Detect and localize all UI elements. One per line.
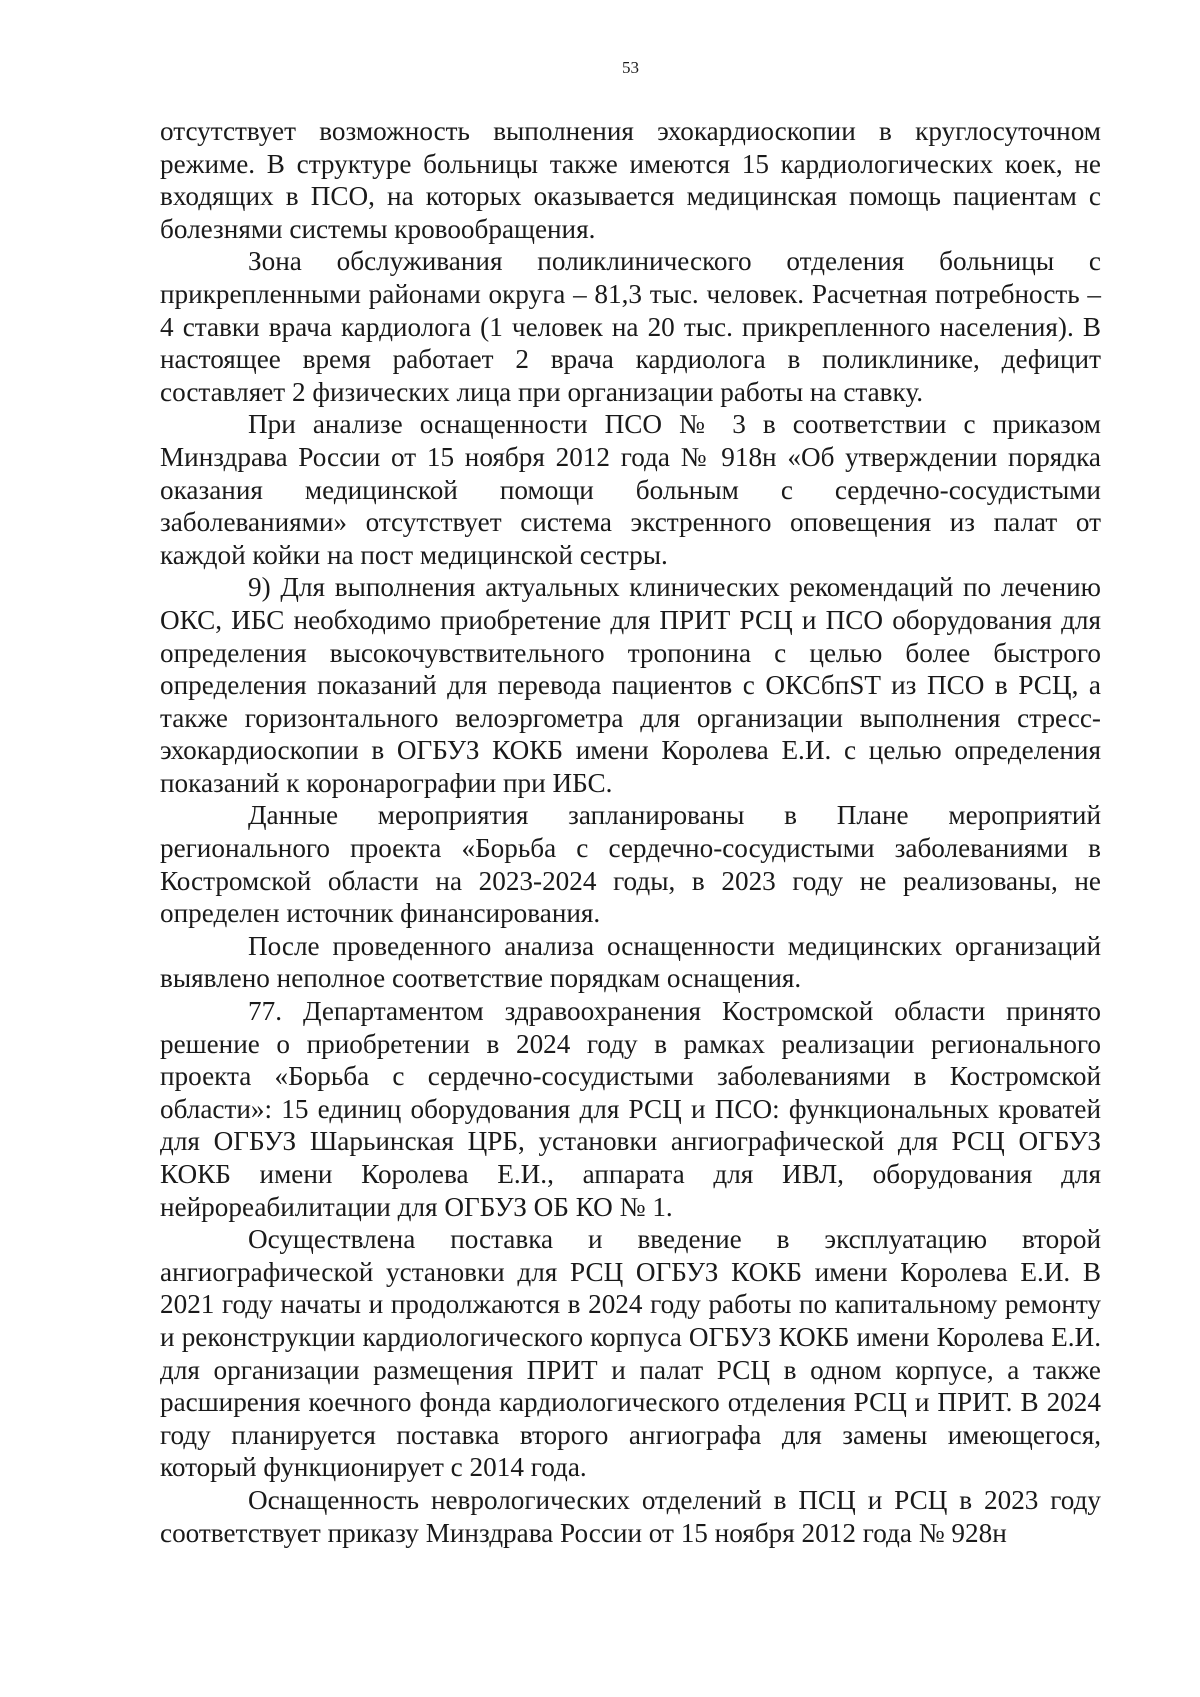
paragraph: Зона обслуживания поликлинического отделения больницы с прикрепленными районами округа – 81,3 тыс. человек. Расчетная потребность – 4 ставки врача кардиолога (1 человек на 20 тыс. прикрепленного населения). В настоящее время работает 2 врача кардиолога в поликлинике, дефицит составляет 2 физических лица при организации работы на ставку. <box>160 246 1101 407</box>
paragraph: Осуществлена поставка и введение в эксплуатацию второй ангиографической установки для РСЦ ОГБУЗ КОКБ имени Королева Е.И. В 2021 году начаты и продолжаются в 2024 году работы по капитальному ремонту и реконструкции кардиологического корпуса ОГБУЗ КОКБ имени Королева Е.И. для организации размещения ПРИТ и палат РСЦ в одном корпусе, а также расширения коечного фонда кардиологического отделения РСЦ и ПРИТ. В 2024 году планируется поставка второго ангиографа для замены имеющегося, который функционирует с 2014 года. <box>160 1224 1101 1483</box>
paragraph: 9) Для выполнения актуальных клинических рекомендаций по лечению ОКС, ИБС необходимо приобретение для ПРИТ РСЦ и ПСО оборудования для определения высокочувствительного тропонина с целью более быстрого определения показаний для перевода пациентов с ОКСбпST из ПСО в РСЦ, а также горизонтального велоэргометра для организации выполнения стресс-эхокардиоскопии в ОГБУЗ КОКБ имени Королева Е.И. с целью определения показаний к коронарографии при ИБС. <box>160 572 1101 798</box>
document-page <box>160 0 1101 1697</box>
paragraph: 77. Департаментом здравоохранения Костромской области принято решение о приобретении в 2024 году в рамках реализации регионального проекта «Борьба с сердечно-сосудистыми заболеваниями в Костромской области»: 15 единиц оборудования для РСЦ и ПСО: функциональных кроватей для ОГБУЗ Шарьинская ЦРБ, установки ангиографической для РСЦ ОГБУЗ КОКБ имени Королева Е.И., аппарата для ИВЛ, оборудования для нейрореабилитации для ОГБУЗ ОБ КО № 1. <box>160 996 1101 1222</box>
paragraph: отсутствует возможность выполнения эхокардиоскопии в круглосуточном режиме. В структуре больницы также имеются 15 кардиологических коек, не входящих в ПСО, на которых оказывается медицинская помощь пациентам с болезнями системы кровообращения. <box>160 116 1101 244</box>
paragraph: Данные мероприятия запланированы в Плане мероприятий регионального проекта «Борьба с сердечно-сосудистыми заболеваниями в Костромской области на 2023-2024 годы, в 2023 году не реализованы, не определен источник финансирования. <box>160 800 1101 929</box>
paragraph: После проведенного анализа оснащенности медицинских организаций выявлено неполное соответствие порядкам оснащения. <box>160 930 1101 994</box>
document-body <box>160 115 1101 1549</box>
page-number: 53 <box>622 58 639 77</box>
paragraph: Оснащенность неврологических отделений в ПСЦ и РСЦ в 2023 году соответствует приказу Минздрава России от 15 ноября 2012 года № 928н <box>160 1484 1101 1548</box>
paragraph: При анализе оснащенности ПСО № 3 в соответствии с приказом Минздрава России от 15 ноября 2012 года № 918н «Об утверждении порядка оказания медицинской помощи больным с сердечно-сосудистыми заболеваниями» отсутствует система экстренного оповещения из палат от каждой койки на пост медицинской сестры. <box>160 409 1101 570</box>
